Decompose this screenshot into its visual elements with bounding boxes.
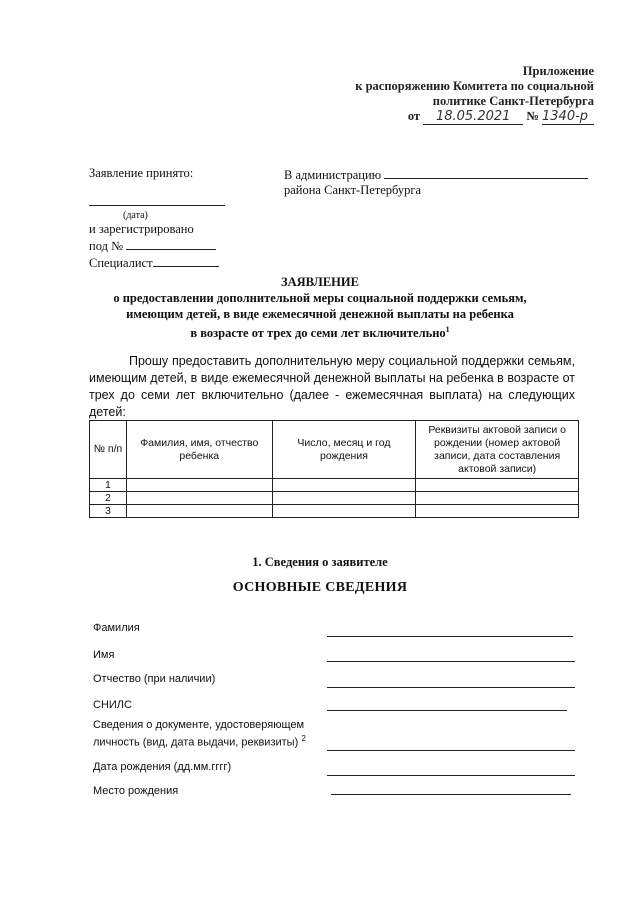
received-date-field[interactable] bbox=[89, 193, 225, 206]
title-line-4-row bbox=[0, 322, 640, 341]
appendix-date-line bbox=[408, 109, 594, 125]
field-snils-input[interactable] bbox=[327, 710, 567, 711]
appendix-line-3: политике Санкт-Петербурга bbox=[432, 94, 594, 108]
address-admin-field[interactable] bbox=[384, 166, 588, 179]
row-dob-cell[interactable] bbox=[272, 505, 416, 518]
appendix-line-2: к распоряжению Комитета по социальной bbox=[355, 79, 594, 93]
title-line-1: ЗАЯВЛЕНИЕ bbox=[281, 275, 359, 289]
appendix-from-label: от bbox=[407, 109, 421, 123]
title-footnote: 1 bbox=[445, 325, 450, 334]
field-surname-input[interactable] bbox=[327, 636, 573, 637]
field-name-input[interactable] bbox=[327, 661, 575, 662]
received-specialist-field[interactable] bbox=[153, 254, 219, 267]
row-record-cell[interactable] bbox=[416, 492, 579, 505]
address-to-row bbox=[284, 166, 588, 183]
row-dob-cell[interactable] bbox=[272, 479, 416, 492]
row-name-cell[interactable] bbox=[126, 479, 272, 492]
title-line-3: имеющим детей, в виде ежемесячной денежной выплаты на ребенка bbox=[126, 307, 514, 321]
row-dob-cell[interactable] bbox=[272, 492, 416, 505]
header-name: Фамилия, имя, отчество ребенка bbox=[126, 421, 272, 479]
table-row bbox=[90, 479, 579, 492]
field-dob-input[interactable] bbox=[327, 775, 575, 776]
field-surname-label: Фамилия bbox=[93, 622, 140, 634]
received-block bbox=[89, 166, 225, 271]
field-id-doc-line-1: Сведения о документе, удостоверяющем bbox=[93, 719, 305, 731]
address-to: В администрацию bbox=[284, 168, 382, 182]
appendix-number-label: № bbox=[526, 109, 539, 123]
row-number: 3 bbox=[90, 505, 127, 518]
section-applicant-heading: 1. Сведения о заявителе bbox=[252, 555, 388, 569]
field-snils-label: СНИЛС bbox=[93, 699, 132, 711]
received-date-row bbox=[89, 193, 225, 210]
field-name-label: Имя bbox=[93, 649, 115, 661]
field-birthplace-input[interactable] bbox=[331, 794, 571, 795]
received-number-row bbox=[89, 237, 225, 254]
field-patronymic-label: Отчество (при наличии) bbox=[93, 673, 216, 685]
appendix-line-1: Приложение bbox=[522, 64, 594, 78]
field-dob-label: Дата рождения (дд.мм.гггг) bbox=[93, 761, 232, 773]
document-title bbox=[0, 274, 640, 341]
received-specialist: Специалист bbox=[89, 256, 153, 270]
received-label: Заявление принято: bbox=[89, 166, 194, 180]
intro-paragraph: Прошу предоставить дополнительную меру социальной поддержки семьям, имеющим детей, в виде ежемесячной денежной выплаты на ребенка в возрасте от трех до семи лет включительно (далее - ежемесячная выплата) на следующих детей: bbox=[89, 354, 575, 419]
row-name-cell[interactable] bbox=[126, 492, 272, 505]
field-id-doc-footnote: 2 bbox=[301, 734, 306, 743]
appendix-header bbox=[355, 64, 594, 125]
address-block bbox=[284, 166, 588, 198]
field-id-doc-input[interactable] bbox=[327, 750, 575, 751]
received-date-hint: (дата) bbox=[123, 210, 148, 221]
row-record-cell[interactable] bbox=[416, 505, 579, 518]
table-row bbox=[90, 492, 579, 505]
appendix-number-value: 1340-р bbox=[542, 109, 594, 125]
title-line-2: о предоставлении дополнительной меры социальной поддержки семьям, bbox=[113, 291, 527, 305]
field-id-doc-label bbox=[93, 718, 306, 750]
table-row bbox=[90, 505, 579, 518]
section-basic-heading: ОСНОВНЫЕ СВЕДЕНИЯ bbox=[232, 580, 408, 595]
children-table bbox=[89, 420, 579, 518]
received-specialist-row bbox=[89, 254, 225, 271]
row-record-cell[interactable] bbox=[416, 479, 579, 492]
title-line-4: в возрасте от трех до семи лет включительно bbox=[190, 326, 446, 341]
field-id-doc-line-2: личность (вид, дата выдачи, реквизиты) bbox=[93, 736, 299, 749]
table-header-row bbox=[90, 421, 579, 479]
field-id-doc-line-2-row bbox=[93, 732, 306, 750]
header-record: Реквизиты актовой записи о рождении (номер актовой записи, дата составления актовой записи) bbox=[416, 421, 579, 479]
row-number: 2 bbox=[90, 492, 127, 505]
received-number-field[interactable] bbox=[126, 237, 216, 250]
appendix-date-value: 18.05.2021 bbox=[423, 109, 523, 125]
received-registered: и зарегистрировано bbox=[89, 222, 194, 236]
header-dob: Число, месяц и год рождения bbox=[272, 421, 416, 479]
row-number: 1 bbox=[90, 479, 127, 492]
address-district: района Санкт-Петербурга bbox=[284, 183, 422, 197]
field-birthplace-label: Место рождения bbox=[93, 785, 179, 797]
header-num: № п/п bbox=[90, 421, 127, 479]
field-patronymic-input[interactable] bbox=[327, 687, 575, 688]
row-name-cell[interactable] bbox=[126, 505, 272, 518]
received-under-no: под № bbox=[89, 239, 123, 253]
